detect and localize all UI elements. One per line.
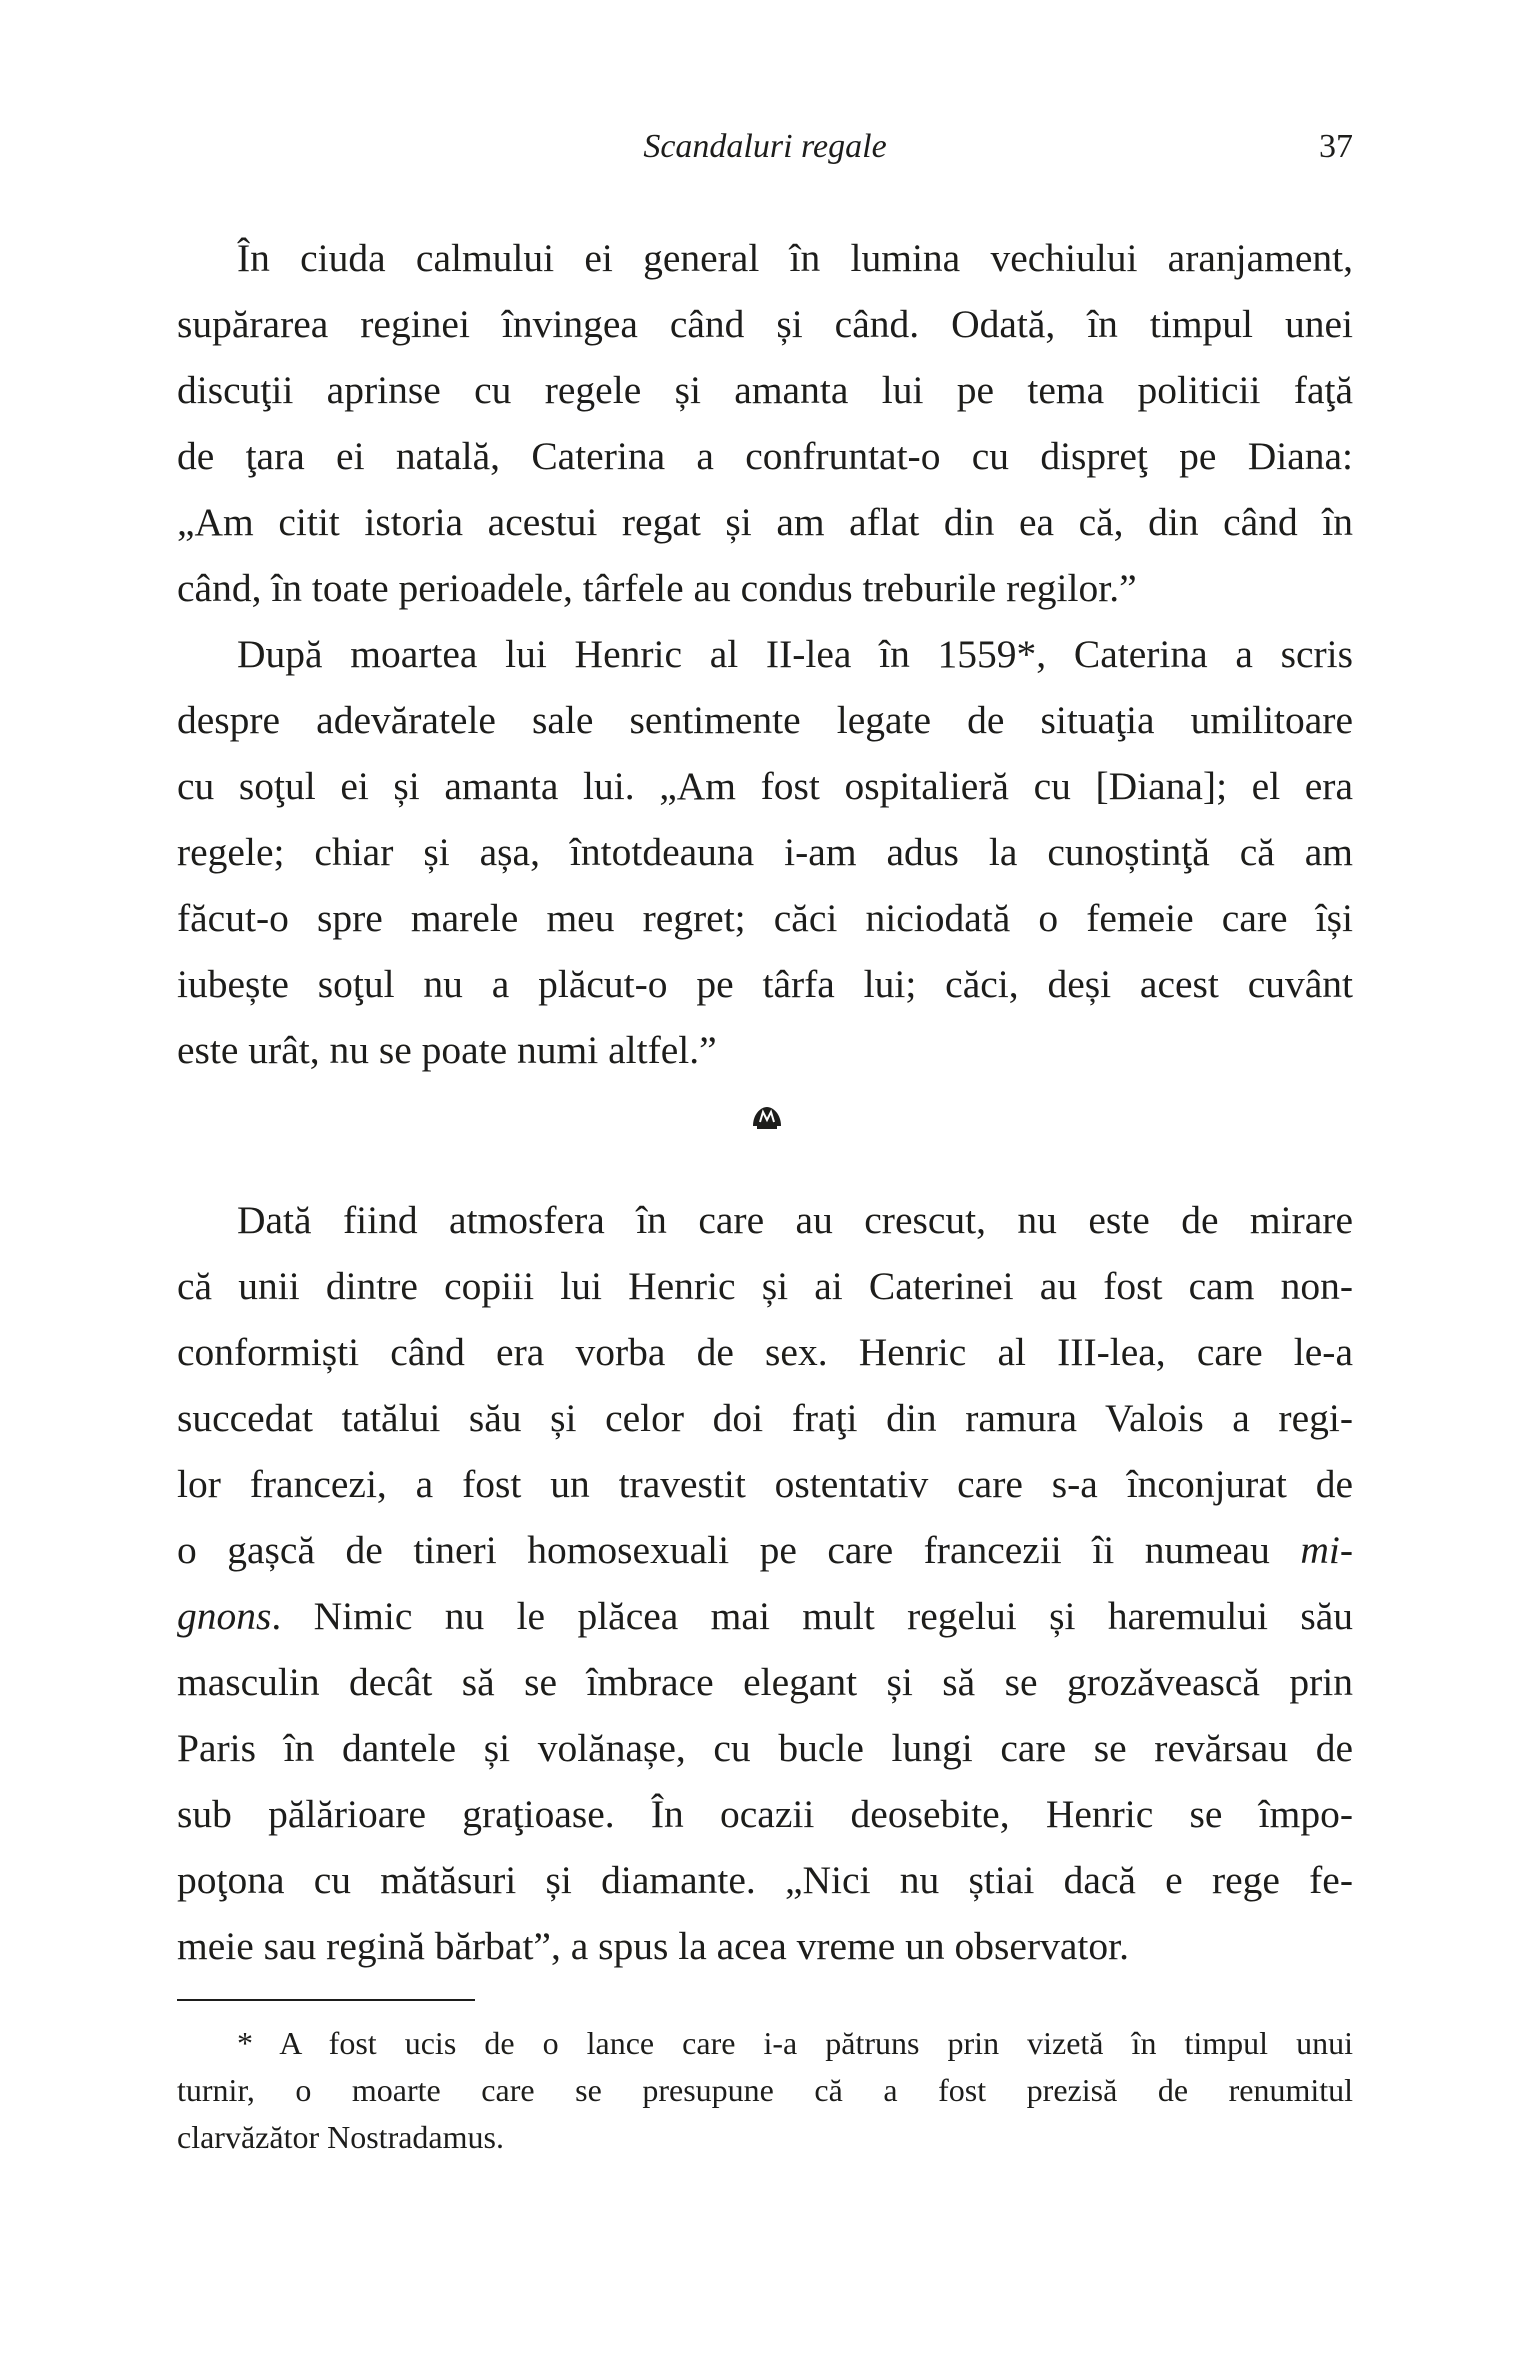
text-line: lor francezi, a fost un travestit ostentativ care s-a înconjurat de [177, 1462, 1353, 1506]
text-line: că unii dintre copiii lui Henric și ai Caterinei au fost cam non- [177, 1264, 1353, 1308]
footnote-separator [177, 1999, 475, 2001]
text-segment: o gașcă de tineri homosexuali pe care francezii îi numeau [177, 1528, 1301, 1572]
text-line: când, în toate perioadele, târfele au condus treburile regilor.” [177, 566, 1137, 610]
page-number: 37 [1319, 128, 1353, 165]
text-line [177, 1583, 1353, 1649]
text-line: * A fost ucis de o lance care i-a pătruns prin vizetă în timpul unui [237, 2025, 1353, 2061]
text-line: turnir, o moarte care se presupune că a fost prezisă de renumitul [177, 2072, 1353, 2108]
text-line: de ţara ei natală, Caterina a confruntat-o cu dispreţ pe Diana: [177, 434, 1353, 478]
footnote [177, 2020, 1353, 2161]
text-segment: . Nimic nu le plăcea mai mult regelui și haremului său [271, 1594, 1353, 1638]
text-line: regele; chiar și așa, întotdeauna i-am adus la cunoștinţă că am [177, 830, 1353, 874]
text-line: meie sau regină bărbat”, a spus la acea vreme un observator. [177, 1924, 1129, 1968]
paragraph-3 [177, 1187, 1353, 1979]
text-line: masculin decât să se îmbrace elegant și să se grozăvească prin [177, 1660, 1353, 1704]
paragraph-1 [177, 225, 1353, 621]
text-line: Paris în dantele și volănașe, cu bucle lungi care se revărsau de [177, 1726, 1353, 1770]
text-line: succedat tatălui său și celor doi fraţi din ramura Valois a regi- [177, 1396, 1353, 1440]
paragraph-2 [177, 621, 1353, 1083]
italic-text: gnons [177, 1594, 272, 1638]
text-line: Dată fiind atmosfera în care au crescut, nu este de mirare [237, 1198, 1353, 1242]
text-line: conformiști când era vorba de sex. Henric al III-lea, care le-a [177, 1330, 1353, 1374]
text-line: supărarea reginei învingea când și când. Odată, în timpul unei [177, 302, 1353, 346]
text-line [177, 1517, 1353, 1583]
text-line: este urât, nu se poate numi altfel.” [177, 1028, 717, 1072]
text-line: În ciuda calmului ei general în lumina vechiului aranjament, [237, 236, 1353, 280]
italic-text: mi- [1300, 1528, 1353, 1572]
text-line: discuţii aprinse cu regele și amanta lui pe tema politicii faţă [177, 368, 1353, 412]
text-line: poţona cu mătăsuri și diamante. „Nici nu știai dacă e rege fe- [177, 1858, 1353, 1902]
text-line: despre adevăratele sale sentimente legate de situaţia umilitoare [177, 698, 1353, 742]
fleuron-ornament-icon [751, 1104, 783, 1130]
text-line: iubește soţul nu a plăcut-o pe târfa lui; căci, deși acest cuvânt [177, 962, 1353, 1006]
text-line: clarvăzător Nostradamus. [177, 2119, 504, 2155]
running-title: Scandaluri regale [643, 128, 887, 165]
text-line: cu soţul ei și amanta lui. „Am fost ospitalieră cu [Diana]; el era [177, 764, 1353, 808]
text-line: „Am citit istoria acestui regat și am aflat din ea că, din când în [177, 500, 1353, 544]
text-line: făcut-o spre marele meu regret; căci niciodată o femeie care își [177, 896, 1353, 940]
text-line: După moartea lui Henric al II-lea în 1559*, Caterina a scris [237, 632, 1353, 676]
text-line: sub pălărioare graţioase. În ocazii deosebite, Henric se împo- [177, 1792, 1353, 1836]
